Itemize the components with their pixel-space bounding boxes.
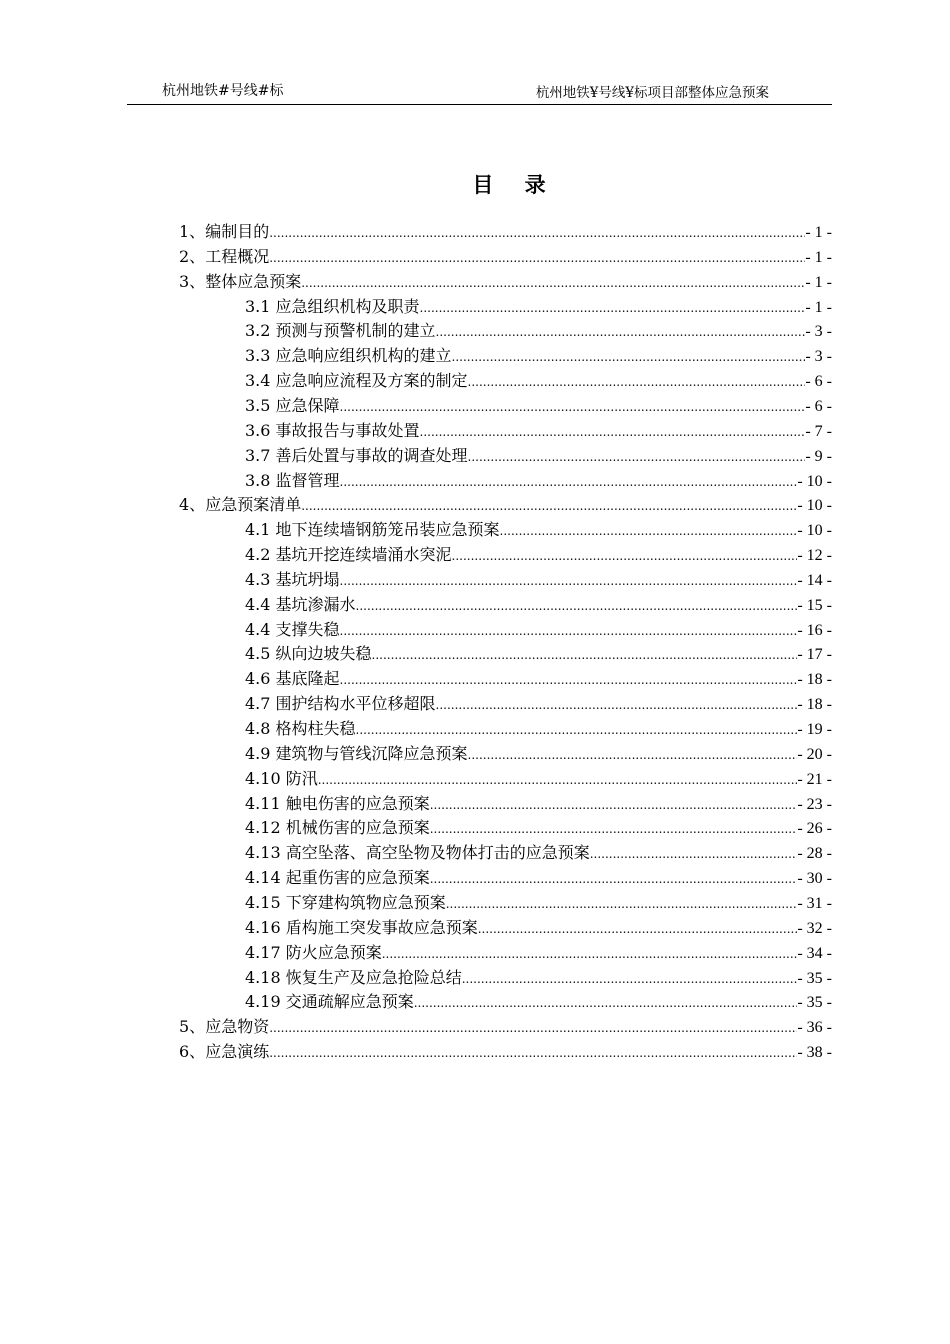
toc-entry[interactable] <box>245 792 832 816</box>
toc-entry[interactable] <box>245 419 832 443</box>
toc-entry-label: 应急预案清单 <box>205 495 302 515</box>
toc-leader-dots <box>468 743 798 767</box>
toc-leader-dots <box>301 494 797 518</box>
toc-leader-dots <box>500 519 798 543</box>
toc-entry[interactable] <box>245 916 832 940</box>
toc-entry-page: - 31 - <box>797 894 832 912</box>
toc-leader-dots <box>436 693 798 717</box>
toc-entry-page: - 1 - <box>805 224 832 241</box>
toc-entry-label: 4.6 基底隆起 <box>245 669 340 689</box>
toc-entry[interactable] <box>245 568 832 592</box>
toc-leader-dots <box>269 246 805 270</box>
toc-entry-page: - 10 - <box>797 522 832 540</box>
toc-entry-page: - 21 - <box>797 770 832 788</box>
toc-entry-label: 3.6 事故报告与事故处置 <box>245 420 420 440</box>
toc-entry-page: - 26 - <box>797 820 832 838</box>
toc-entry[interactable] <box>245 941 832 965</box>
toc-entry-number: 6、 <box>179 1042 206 1062</box>
toc-entry[interactable] <box>245 841 832 865</box>
toc-entry-label: 4.18 恢复生产及应急抢险总结 <box>245 967 462 987</box>
toc-entry-label: 工程概况 <box>205 246 270 266</box>
toc-entry-page: - 18 - <box>797 696 832 714</box>
toc-leader-dots <box>356 594 798 618</box>
toc-entry[interactable] <box>245 469 832 493</box>
toc-leader-dots <box>590 842 798 866</box>
header-left-text: 杭州地铁#号线#标 <box>162 83 284 99</box>
toc-leader-dots <box>462 967 798 991</box>
toc-entry-label: 3.5 应急保障 <box>245 395 340 415</box>
toc-entry-page: - 18 - <box>797 671 832 689</box>
toc-entry[interactable] <box>245 767 832 791</box>
toc-entry[interactable] <box>245 891 832 915</box>
toc-entry[interactable] <box>245 369 832 393</box>
toc-entry-page: - 14 - <box>797 571 832 589</box>
toc-entry-label: 4.11 触电伤害的应急预案 <box>245 793 430 813</box>
toc-entry-page: - 38 - <box>797 1044 832 1062</box>
toc-entry-label: 4.16 盾构施工突发事故应急预案 <box>245 917 478 937</box>
toc-entry-label: 3.4 应急响应流程及方案的制定 <box>245 371 468 391</box>
toc-entry-label: 4.7 围护结构水平位移超限 <box>245 694 436 714</box>
toc-leader-dots <box>340 470 798 494</box>
toc-leader-dots <box>301 271 805 295</box>
toc-entry[interactable] <box>245 667 832 691</box>
toc-entry[interactable] <box>245 742 832 766</box>
toc-entry-label: 应急演练 <box>205 1042 270 1062</box>
toc-leader-dots <box>340 668 798 692</box>
toc-entry-page: - 17 - <box>797 646 832 664</box>
toc-leader-dots <box>468 445 806 469</box>
toc-entry-label: 4.14 起重伤害的应急预案 <box>245 868 430 888</box>
toc-entry-page: - 10 - <box>797 472 832 490</box>
toc-entry[interactable] <box>245 692 832 716</box>
toc-entry[interactable] <box>245 816 832 840</box>
toc-entry-label: 4.15 下穿建构筑物应急预案 <box>245 892 446 912</box>
toc-entry[interactable] <box>245 593 832 617</box>
toc-entry-page: - 32 - <box>797 919 832 937</box>
toc-entry-page: - 20 - <box>797 745 832 763</box>
toc-entry-page: - 6 - <box>805 397 832 415</box>
toc-entry-label: 3.3 应急响应组织机构的建立 <box>245 346 452 366</box>
toc-leader-dots <box>414 991 798 1015</box>
toc-entry-page: - 3 - <box>805 348 832 366</box>
toc-entry-page: - 36 - <box>797 1019 832 1037</box>
toc-entry-page: - 1 - <box>805 273 832 291</box>
toc-entry-label: 应急物资 <box>205 1017 270 1037</box>
toc-entry[interactable] <box>179 1040 832 1064</box>
toc-entry-label: 4.13 高空坠落、高空坠物及物体打击的应急预案 <box>245 843 590 863</box>
toc-leader-dots <box>436 320 806 344</box>
toc-entry-page: - 19 - <box>797 721 832 738</box>
toc-leader-dots <box>452 544 798 568</box>
toc-leader-dots <box>382 942 798 966</box>
toc-entry-label: 4.4 基坑渗漏水 <box>245 594 356 614</box>
toc-entry-number: 1、 <box>179 222 206 241</box>
toc-entry-number: 5、 <box>179 1017 206 1037</box>
toc-leader-dots <box>468 370 806 394</box>
toc-entry-page: - 34 - <box>797 944 832 962</box>
toc-entry[interactable] <box>245 518 832 542</box>
toc-entry-label: 4.10 防汛 <box>245 768 318 788</box>
toc-entry-label: 3.2 预测与预警机制的建立 <box>245 321 436 341</box>
toc-entry[interactable] <box>245 319 832 343</box>
toc-entry-page: - 6 - <box>805 373 832 391</box>
toc-entry[interactable] <box>179 493 832 517</box>
toc-entry-page: - 23 - <box>797 795 832 813</box>
page-header <box>127 78 832 105</box>
toc-leader-dots <box>420 296 806 320</box>
toc-leader-dots <box>478 917 798 941</box>
toc-leader-dots <box>430 793 798 817</box>
toc-entry-page: - 35 - <box>797 994 832 1012</box>
toc-entry[interactable] <box>245 966 832 990</box>
toc-entry-page: - 1 - <box>805 298 832 316</box>
toc-leader-dots <box>446 892 798 916</box>
toc-entry[interactable] <box>245 990 832 1014</box>
header-right-text: 杭州地铁¥号线¥标项目部整体应急预案 <box>535 85 769 101</box>
toc-leader-dots <box>340 569 798 593</box>
toc-entry-label: 3.8 监督管理 <box>245 470 340 490</box>
toc-entry-number: 3、 <box>179 271 206 291</box>
toc-leader-dots <box>318 768 798 792</box>
toc-entry[interactable] <box>245 394 832 418</box>
toc-entry[interactable] <box>245 344 832 368</box>
toc-entry-label: 4.1 地下连续墙钢筋笼吊装应急预案 <box>245 520 500 540</box>
toc-entry-page: - 30 - <box>797 870 832 888</box>
toc-entry[interactable] <box>245 444 832 468</box>
toc-entry-page: - 10 - <box>797 497 832 515</box>
toc-entry-page: - 15 - <box>797 596 832 614</box>
toc-entry[interactable] <box>245 543 832 567</box>
toc-entry-label: 4.2 基坑开挖连续墙涌水突泥 <box>245 545 452 565</box>
toc-entry[interactable] <box>179 245 832 269</box>
toc-leader-dots <box>430 867 798 891</box>
toc-entry[interactable] <box>179 1015 832 1039</box>
toc-entry[interactable] <box>179 220 832 244</box>
toc-entry-page: - 28 - <box>797 845 832 863</box>
toc-title: 目 录 <box>472 172 558 197</box>
toc-entry-page: - 7 - <box>805 422 832 440</box>
toc-leader-dots <box>372 643 798 667</box>
toc-leader-dots <box>269 221 805 245</box>
toc-leader-dots <box>430 817 798 841</box>
toc-entry-label: 4.12 机械伤害的应急预案 <box>245 818 430 838</box>
toc-entry-page: - 12 - <box>797 547 832 565</box>
toc-entry-label: 3.7 善后处置与事故的调查处理 <box>245 445 468 465</box>
toc-leader-dots <box>356 718 798 742</box>
toc-entry-page: - 1 - <box>805 248 832 266</box>
toc-entry[interactable] <box>245 866 832 890</box>
toc-entry-number: 2、 <box>179 246 206 266</box>
toc-entry-label: 4.5 纵向边坡失稳 <box>245 644 372 664</box>
toc-entry-label: 4.4 支撑失稳 <box>245 619 340 639</box>
toc-entry-label: 4.8 格构柱失稳 <box>245 719 356 738</box>
toc-entry-page: - 9 - <box>805 447 832 465</box>
toc-entry[interactable] <box>245 717 832 741</box>
toc-entry-page: - 3 - <box>805 323 832 341</box>
toc-leader-dots <box>420 420 806 444</box>
toc-entry[interactable] <box>245 618 832 642</box>
toc-entry-number: 4、 <box>179 495 206 515</box>
toc-leader-dots <box>452 345 806 369</box>
toc-entry[interactable] <box>179 270 832 294</box>
toc-leader-dots <box>269 1016 797 1040</box>
toc-entry-label: 4.19 交通疏解应急预案 <box>245 992 414 1012</box>
toc-entry-page: - 35 - <box>797 969 832 987</box>
toc-leader-dots <box>269 1041 797 1065</box>
toc-entry[interactable] <box>245 642 832 666</box>
toc-entry-page: - 16 - <box>797 621 832 639</box>
toc-leader-dots <box>340 619 798 643</box>
toc-entry[interactable] <box>245 295 832 319</box>
toc-entry-label: 3.1 应急组织机构及职责 <box>245 296 420 316</box>
toc-entry-label: 整体应急预案 <box>205 271 302 291</box>
toc-entry-label: 4.17 防火应急预案 <box>245 942 382 962</box>
toc-entry-label: 编制目的 <box>205 222 270 241</box>
toc-entry-label: 4.3 基坑坍塌 <box>245 569 340 589</box>
toc-entry-label: 4.9 建筑物与管线沉降应急预案 <box>245 743 468 763</box>
toc-leader-dots <box>340 395 806 419</box>
